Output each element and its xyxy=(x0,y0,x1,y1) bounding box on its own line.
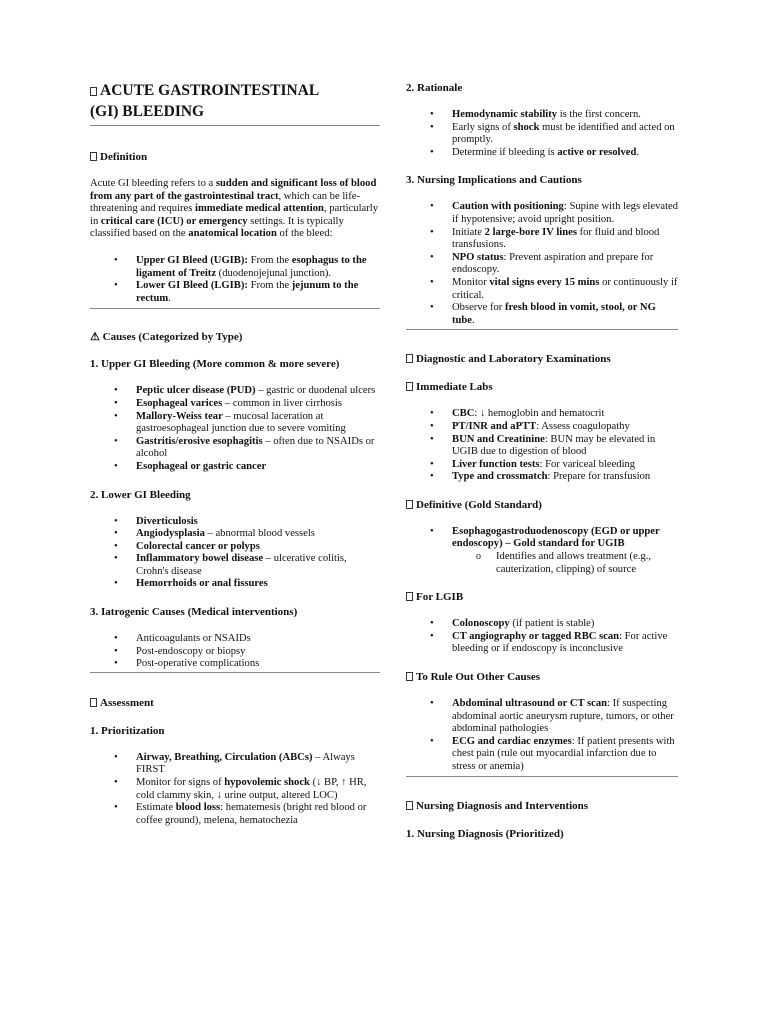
nursing-implications-heading: 3. Nursing Implications and Cautions xyxy=(406,174,582,187)
warning-icon: ⚠ xyxy=(90,331,100,344)
list-item: • Monitor for signs of hypovolemic shock (↓ BP, ↑ HR, cold clammy skin, ↓ urine output, altered LOC) xyxy=(136,777,380,802)
missing-glyph-icon xyxy=(90,87,97,96)
list-item: • Hemorrhoids or anal fissures xyxy=(136,578,380,591)
right-column xyxy=(406,0,678,841)
nursing-diagnosis-heading: Nursing Diagnosis and Interventions xyxy=(406,799,678,813)
list-item: • Post-endoscopy or biopsy xyxy=(136,646,380,659)
lower-gi-heading: 2. Lower GI Bleeding xyxy=(90,488,191,501)
list-item: • Upper GI Bleed (UGIB): From the esophagus to the ligament of Treitz (duodenojejunal junction). xyxy=(136,255,380,280)
gi-bleed-types-list xyxy=(136,255,380,305)
rationale-list xyxy=(452,109,678,159)
definitive-list xyxy=(452,526,678,551)
list-item: • CBC: ↓ hemoglobin and hematocrit xyxy=(452,408,678,421)
list-item: • Lower GI Bleed (LGIB): From the jejunum to the rectum. xyxy=(136,280,380,305)
list-item: • Airway, Breathing, Circulation (ABCs) – Always FIRST xyxy=(136,752,380,777)
missing-glyph-icon xyxy=(90,152,97,161)
list-item: o Identifies and allows treatment (e.g., cauterization, clipping) of source xyxy=(496,551,678,576)
missing-glyph-icon xyxy=(406,382,413,391)
list-item: • CT angiography or tagged RBC scan: For active bleeding or if endoscopy is inconclusive xyxy=(452,631,678,656)
list-item: • Caution with positioning: Supine with legs elevated if hypotensive; avoid upright position. xyxy=(452,201,678,226)
list-item: • Gastritis/erosive esophagitis – often due to NSAIDs or alcohol xyxy=(136,436,380,461)
document-title: ACUTE GASTROINTESTINAL (GI) BLEEDING xyxy=(90,82,320,120)
list-item: • Observe for fresh blood in vomit, stool, or NG tube. xyxy=(452,302,678,327)
missing-glyph-icon xyxy=(406,592,413,601)
list-item: • Early signs of shock must be identified and acted on promptly. xyxy=(452,122,678,147)
list-item: • Inflammatory bowel disease – ulcerative colitis, Crohn's disease xyxy=(136,553,380,578)
missing-glyph-icon xyxy=(406,801,413,810)
missing-glyph-icon xyxy=(406,354,413,363)
rule-out-heading: To Rule Out Other Causes xyxy=(406,670,678,684)
definition-heading: Definition xyxy=(90,150,380,164)
lower-gi-causes-list xyxy=(136,516,380,592)
list-item: • Abdominal ultrasound or CT scan: If suspecting abdominal aortic aneurysm rupture, tumors, or other abdominal pathologies xyxy=(452,698,678,736)
definitive-sublist xyxy=(496,551,678,576)
list-item: • Esophageal varices – common in liver cirrhosis xyxy=(136,398,380,411)
upper-gi-heading: 1. Upper GI Bleeding (More common & more severe) xyxy=(90,358,340,371)
left-column xyxy=(90,0,380,827)
prioritization-list xyxy=(136,752,380,828)
nursing-implications-list xyxy=(452,201,678,327)
list-item: • Liver function tests: For variceal bleeding xyxy=(452,459,678,472)
rationale-heading: 2. Rationale xyxy=(406,82,463,94)
list-item: • Anticoagulants or NSAIDs xyxy=(136,633,380,646)
causes-heading: ⚠ Causes (Categorized by Type) xyxy=(90,331,243,344)
list-item: • Initiate 2 large-bore IV lines for fluid and blood transfusions. xyxy=(452,227,678,252)
list-item: • Angiodysplasia – abnormal blood vessels xyxy=(136,528,380,541)
rule-out-list xyxy=(452,698,678,774)
list-item: • Hemodynamic stability is the first concern. xyxy=(452,109,678,122)
list-item: • Mallory-Weiss tear – mucosal laceration at gastroesophageal junction due to severe vomiting xyxy=(136,411,380,436)
assessment-heading: Assessment xyxy=(90,696,380,710)
nursing-diagnosis-subheading: 1. Nursing Diagnosis (Prioritized) xyxy=(406,827,564,840)
list-item: • NPO status: Prevent aspiration and prepare for endoscopy. xyxy=(452,252,678,277)
list-item: • PT/INR and aPTT: Assess coagulopathy xyxy=(452,421,678,434)
list-item: • Esophageal or gastric cancer xyxy=(136,461,380,474)
list-item: • Colonoscopy (if patient is stable) xyxy=(452,618,678,631)
list-item: • Estimate blood loss: hematemesis (bright red blood or coffee ground), melena, hematochezia xyxy=(136,802,380,827)
list-item: • BUN and Creatinine: BUN may be elevated in UGIB due to digestion of blood xyxy=(452,434,678,459)
upper-gi-causes-list xyxy=(136,385,380,473)
immediate-labs-list xyxy=(452,408,678,484)
list-item: • Esophagogastroduodenoscopy (EGD or upper endoscopy) – Gold standard for UGIB xyxy=(452,526,678,551)
prioritization-heading: 1. Prioritization xyxy=(90,724,165,737)
list-item: • ECG and cardiac enzymes: If patient presents with chest pain (rule out myocardial infarction due to stress or anemia) xyxy=(452,736,678,774)
iatrogenic-heading: 3. Iatrogenic Causes (Medical interventions) xyxy=(90,606,298,619)
list-item: • Diverticulosis xyxy=(136,516,380,529)
definitive-heading: Definitive (Gold Standard) xyxy=(406,498,678,512)
missing-glyph-icon xyxy=(90,698,97,707)
list-item: • Type and crossmatch: Prepare for transfusion xyxy=(452,471,678,484)
list-item: • Monitor vital signs every 15 mins or continuously if critical. xyxy=(452,277,678,302)
lgib-list xyxy=(452,618,678,656)
lgib-heading: For LGIB xyxy=(406,590,678,604)
list-item: • Peptic ulcer disease (PUD) – gastric or duodenal ulcers xyxy=(136,385,380,398)
immediate-labs-heading: Immediate Labs xyxy=(406,380,678,394)
list-item: • Determine if bleeding is active or resolved. xyxy=(452,147,678,160)
missing-glyph-icon xyxy=(406,500,413,509)
list-item: • Post-operative complications xyxy=(136,658,380,671)
definition-paragraph: Acute GI bleeding refers to a sudden and significant loss of blood from any part of the gastrointestinal tract, which can be life-threatening and requires immediate medical attention, particularly in critical care (ICU) or emergency settings. It is typically classified based on the anatomical location of the bleed: xyxy=(90,178,379,240)
diagnostic-heading: Diagnostic and Laboratory Examinations xyxy=(406,352,678,366)
iatrogenic-causes-list xyxy=(136,633,380,671)
list-item: • Colorectal cancer or polyps xyxy=(136,541,380,554)
missing-glyph-icon xyxy=(406,672,413,681)
